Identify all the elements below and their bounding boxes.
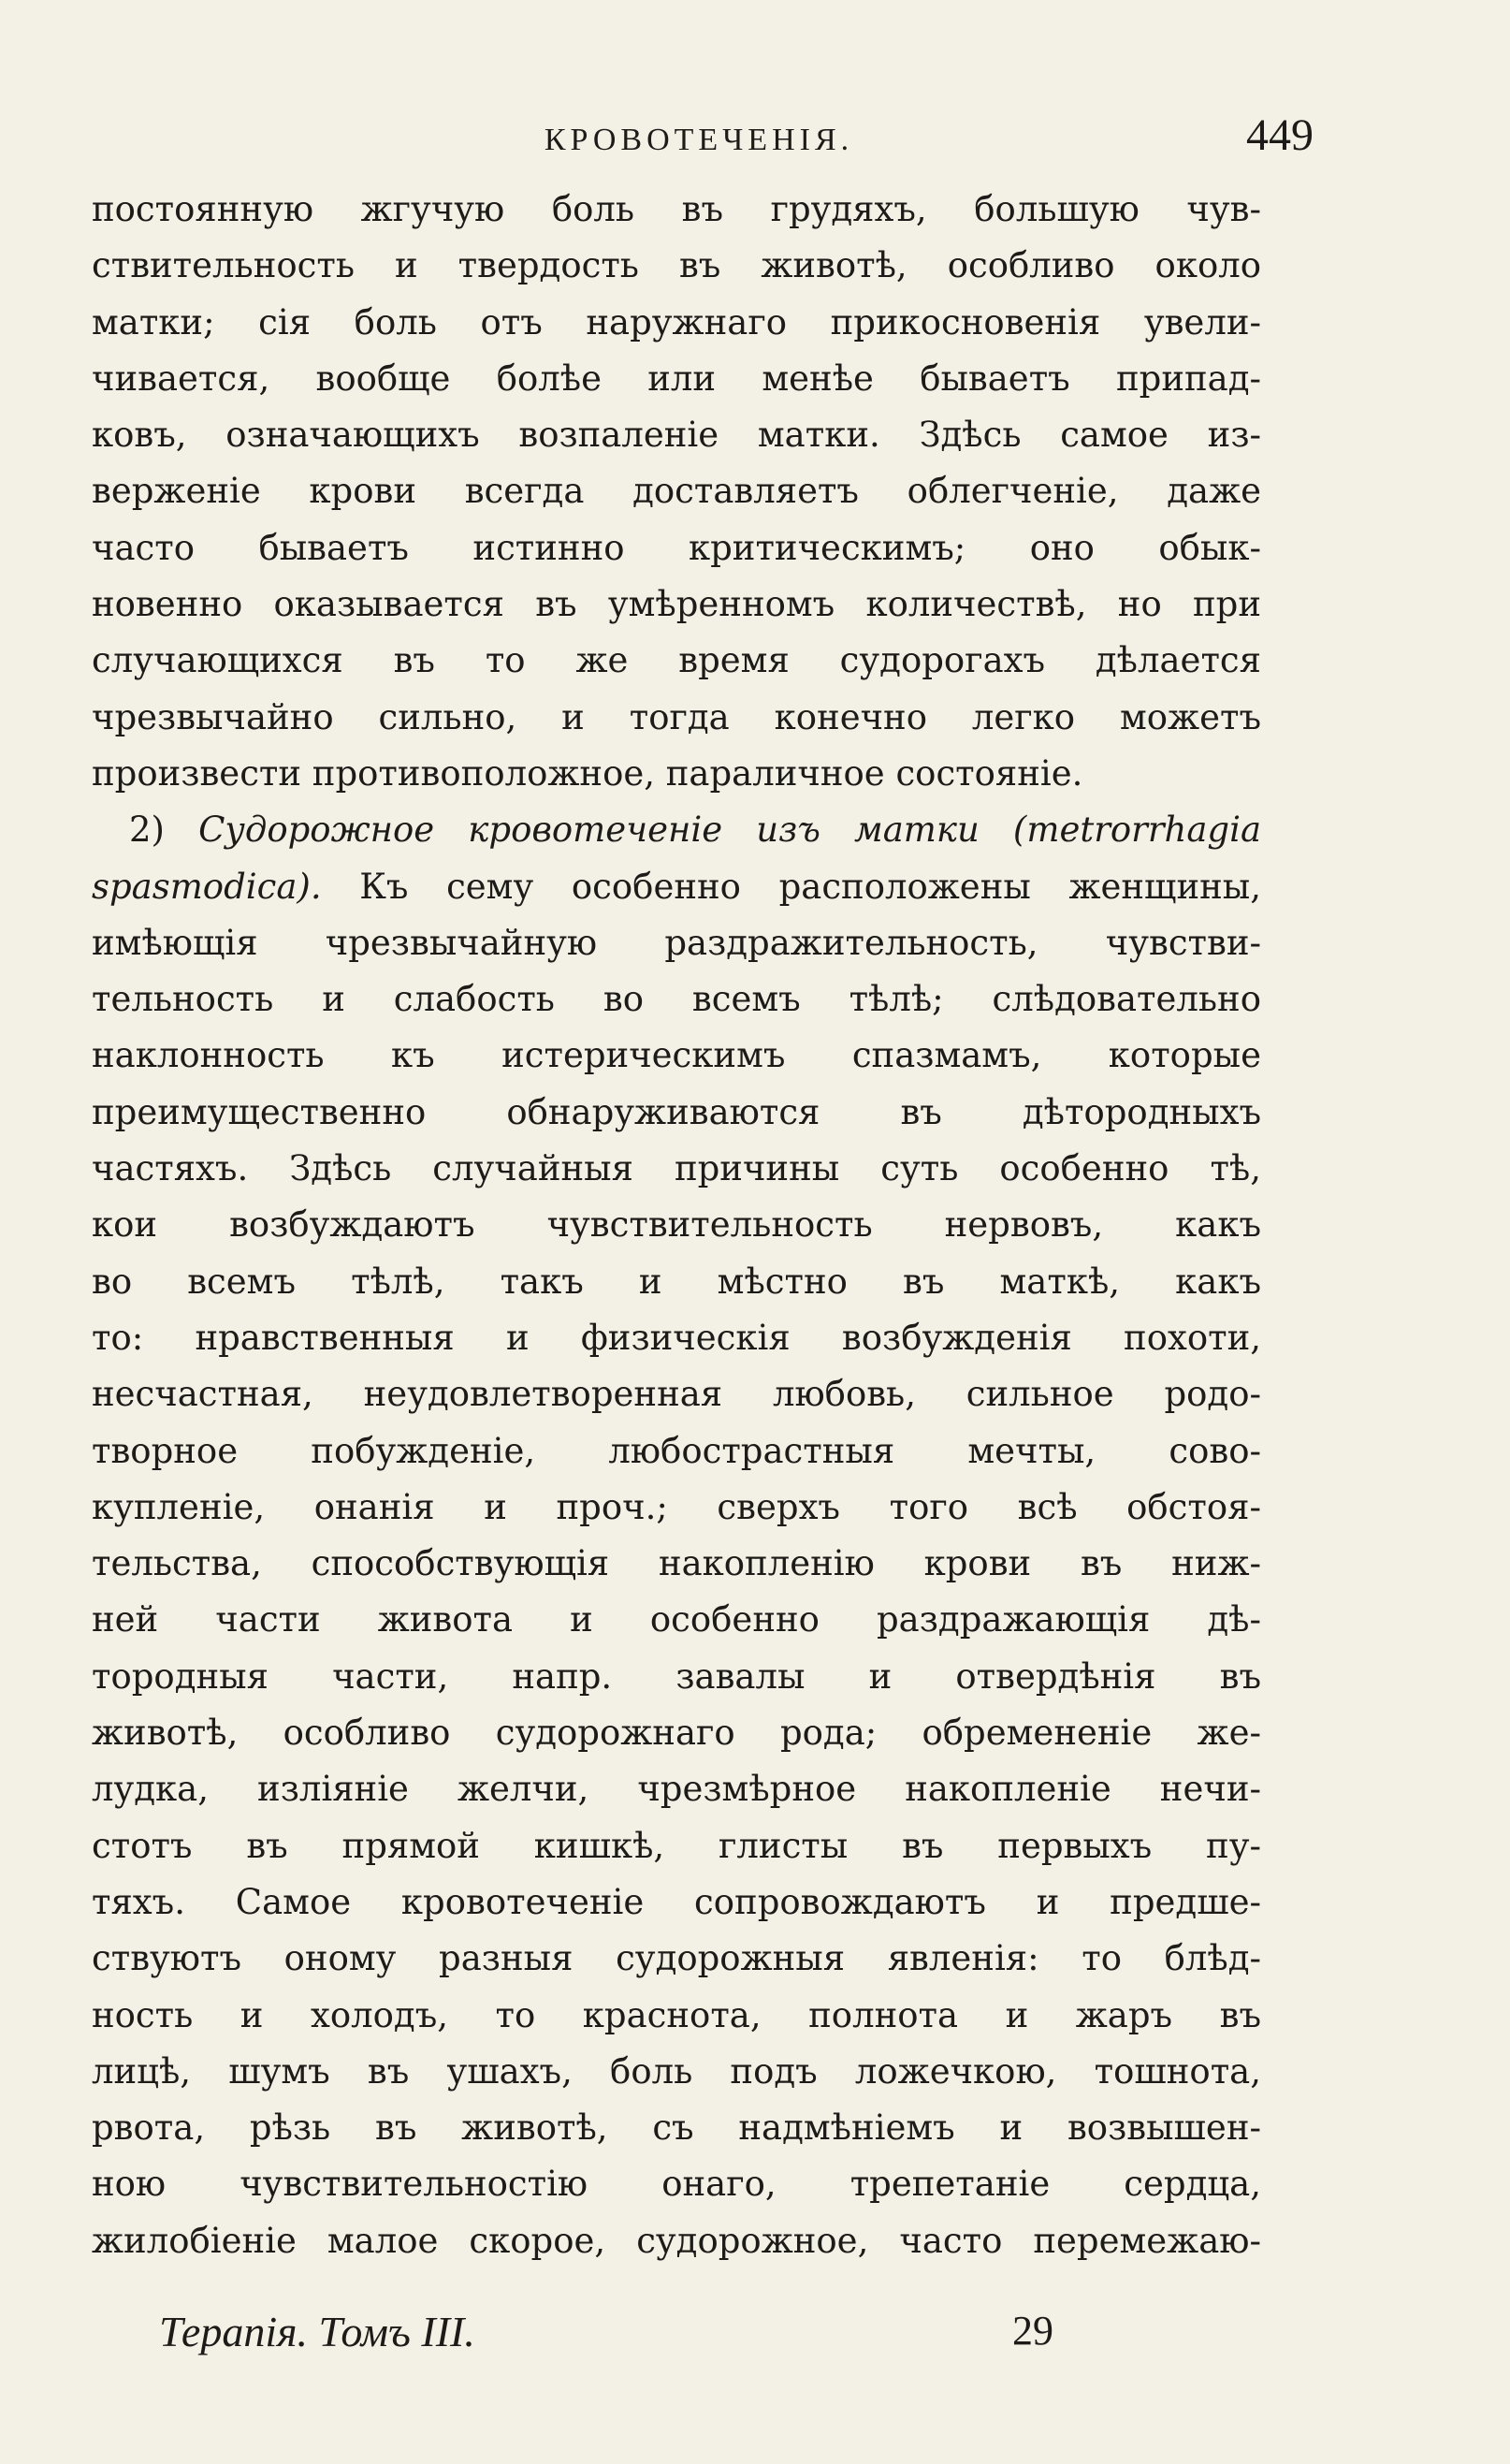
text-line: наклонность къ истерическимъ спазмамъ, которые: [92, 1035, 1261, 1076]
text-line: ковъ, означающихъ возпаленіе матки. Здѣсь самое из-: [92, 415, 1261, 456]
text-line: тельства, способствующія накопленію крови въ ниж-: [92, 1543, 1261, 1584]
text-line: часто бываетъ истинно критическимъ; оно обык-: [92, 527, 1261, 568]
text-line: творное побужденіе, любострастныя мечты, сово-: [92, 1430, 1261, 1471]
text-line: произвести противоположное, параличное состояніе.: [92, 752, 1083, 794]
text-line: ствуютъ оному разныя судорожныя явленія: то блѣд-: [92, 1938, 1261, 1979]
text-line: чрезвычайно сильно, и тогда конечно легко можетъ: [92, 696, 1261, 737]
text-line: новенно оказывается въ умѣренномъ количествѣ, но при: [92, 584, 1261, 625]
text-line: имѣющія чрезвычайную раздражительность, чувстви-: [92, 922, 1261, 963]
latin-term-start: (metrorrhagia: [1012, 809, 1262, 851]
text-line: стотъ въ прямой кишкѣ, глисты въ первыхъ пу-: [92, 1825, 1261, 1866]
text-line: частяхъ. Здѣсь случайныя причины суть особенно тѣ,: [92, 1148, 1261, 1189]
text-line: несчастная, неудовлетворенная любовь, сильное родо-: [92, 1374, 1261, 1415]
text-line: лудка, изліяніе желчи, чрезмѣрное накопленіе нечи-: [92, 1769, 1261, 1810]
page-footer: [159, 2307, 1188, 2372]
text-line: случающихся въ то же время судорогахъ дѣлается: [92, 640, 1261, 681]
text-line: рвота, рѣзь въ животѣ, съ надмѣніемъ и возвышен-: [92, 2107, 1261, 2149]
text-line: кои возбуждаютъ чувствительность нервовъ, какъ: [92, 1204, 1261, 1246]
text-line: ною чувствительностію онаго, трепетаніе сердца,: [92, 2164, 1261, 2205]
text-line: тяхъ. Самое кровотеченіе сопровождаютъ и предше-: [92, 1881, 1261, 1922]
text-line: ней части живота и особенно раздражающія дѣ-: [92, 1599, 1261, 1640]
page-number: 449: [1246, 110, 1314, 160]
text-line: тородныя части, напр. завалы и отвердѣнія въ: [92, 1655, 1261, 1697]
text-line: тельность и слабость во всемъ тѣлѣ; слѣдовательно: [92, 979, 1261, 1020]
paragraph-number: 2): [129, 809, 165, 851]
text-line: постоянную жгучую боль въ грудяхъ, большую чув-: [92, 189, 1261, 229]
text-line: то: нравственныя и физическія возбужденія похоти,: [92, 1317, 1261, 1358]
paragraph-heading-line: [92, 802, 1261, 858]
running-head: КРОВОТЕЧЕНІЯ.: [544, 123, 854, 157]
footer-title: Терапія. Томъ III.: [159, 2308, 475, 2355]
text-line: жилобіеніе малое скорое, судорожное, часто перемежаю-: [92, 2220, 1261, 2261]
text-line: ность и холодъ, то краснота, полнота и жаръ въ: [92, 1994, 1261, 2035]
text-line: животѣ, особливо судорожнаго рода; обремененіе же-: [92, 1713, 1261, 1754]
text-fragment: Къ сему особенно расположены женщины,: [359, 866, 1261, 907]
text-line: чивается, вообще болѣе или менѣе бываетъ припад-: [92, 357, 1261, 399]
text-line: во всемъ тѣлѣ, такъ и мѣстно въ маткѣ, какъ: [92, 1261, 1261, 1302]
body-text: [92, 182, 1261, 2269]
text-line: купленіе, онанія и проч.; сверхъ того всѣ обстоя-: [92, 1486, 1261, 1527]
text-line: лицѣ, шумъ въ ушахъ, боль подъ ложечкою, тошнота,: [92, 2050, 1261, 2092]
page-header: [94, 110, 1314, 173]
text-line: ствительность и твердость въ животѣ, особливо около: [92, 245, 1261, 286]
signature-mark: 29: [1012, 2308, 1053, 2354]
text-line: [92, 859, 1261, 915]
text-line: матки; сія боль отъ наружнаго прикосновенія увели-: [92, 301, 1261, 343]
paragraph-title: Судорожное кровотеченіе изъ матки: [198, 809, 980, 851]
text-line: верженіе крови всегда доставляетъ облегченіе, даже: [92, 471, 1261, 512]
text-line: преимущественно обнаруживаются въ дѣтородныхъ: [92, 1091, 1261, 1132]
latin-term-end: spasmodica).: [92, 866, 322, 907]
